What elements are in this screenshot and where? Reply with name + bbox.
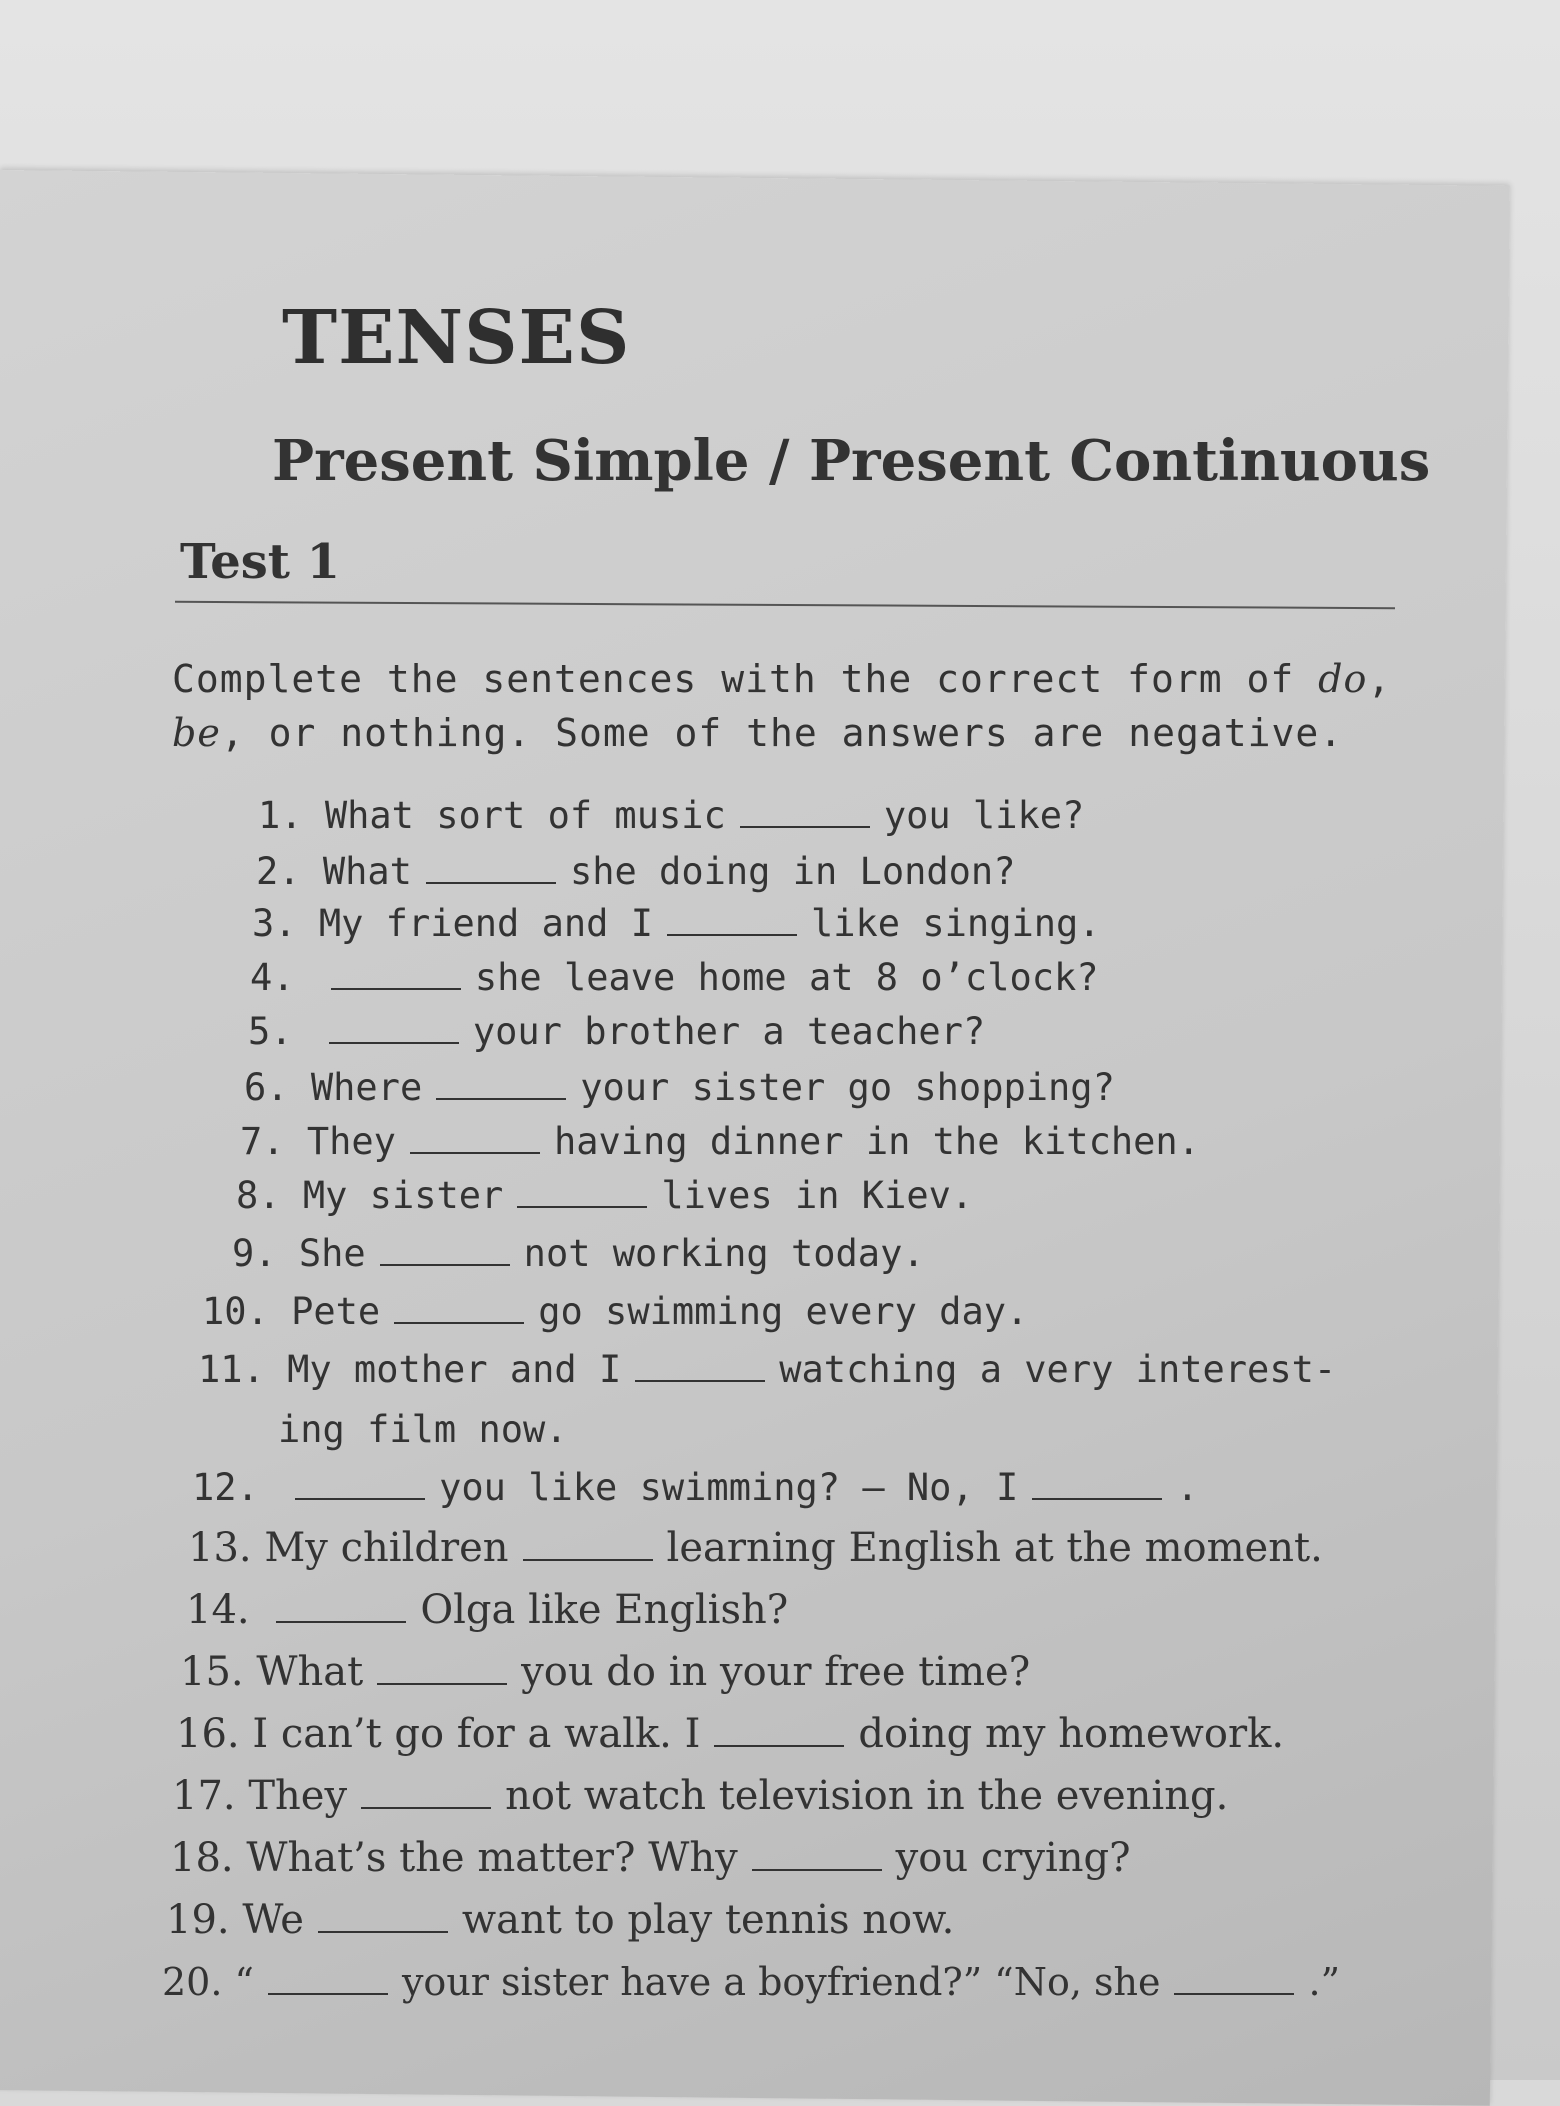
- item-number: 14.: [186, 1587, 250, 1633]
- item-text-after: you do in your free time?: [521, 1649, 1031, 1695]
- exercise-item: [176, 1708, 1284, 1760]
- answer-blank[interactable]: [635, 1344, 765, 1382]
- answer-blank[interactable]: [331, 952, 461, 990]
- item-number: 15.: [180, 1649, 244, 1695]
- item-text-after: your sister have a boyfriend?” “No, she: [401, 1960, 1161, 2004]
- item-text-before: What’s the matter? Why: [246, 1835, 738, 1881]
- answer-blank[interactable]: [1174, 1957, 1294, 1995]
- answer-blank[interactable]: [361, 1771, 491, 1809]
- instructions-part2: , or nothing. Some of the answers are negative.: [220, 711, 1344, 755]
- item-text-before: She: [298, 1232, 366, 1275]
- item-text-after: lives in Kiev.: [661, 1174, 974, 1217]
- item-text-after: doing my homework.: [858, 1711, 1285, 1757]
- instructions-word-do: do: [1318, 657, 1368, 701]
- item-text-before: What: [322, 850, 412, 893]
- item-text-before: My children: [264, 1525, 509, 1571]
- item-text-after: you like?: [883, 794, 1085, 837]
- exercise-item: [240, 1116, 1200, 1168]
- item-text-before: What: [256, 1649, 364, 1695]
- exercise-item: [180, 1646, 1030, 1698]
- item-number: 20.: [162, 1960, 223, 2004]
- answer-blank[interactable]: [436, 1062, 566, 1100]
- answer-blank[interactable]: [318, 1895, 448, 1933]
- item-text-before: They: [248, 1773, 348, 1819]
- item-text-after: your sister go shopping?: [580, 1066, 1115, 1109]
- exercise-item: [162, 1956, 1340, 2008]
- item-text-after: she doing in London?: [569, 850, 1016, 893]
- answer-blank[interactable]: [667, 898, 797, 936]
- item-text-end: .”: [1308, 1960, 1340, 2004]
- item-text-after: watching a very interest-: [779, 1348, 1337, 1391]
- exercise-item: [166, 1894, 954, 1946]
- answer-blank[interactable]: [377, 1647, 507, 1685]
- page-title: TENSES: [282, 295, 631, 381]
- item-number: 3.: [252, 902, 297, 945]
- item-text-after: having dinner in the kitchen.: [553, 1120, 1200, 1163]
- item-text-after: you crying?: [895, 1835, 1131, 1881]
- item-text-before: What sort of music: [324, 794, 726, 837]
- page-subtitle: Present Simple / Present Continuous: [272, 428, 1431, 494]
- item-number: 1.: [258, 794, 303, 837]
- exercise-item: [244, 1062, 1115, 1114]
- item-text-before: My sister: [302, 1174, 504, 1217]
- item-text-before: I can’t go for a walk. I: [252, 1711, 701, 1757]
- item-number: 11.: [198, 1348, 265, 1391]
- exercise-item: [236, 1170, 973, 1222]
- exercise-item: [232, 1228, 925, 1280]
- answer-blank[interactable]: [329, 1006, 459, 1044]
- item-text-after: your brother a teacher?: [472, 1010, 986, 1053]
- item-number: 8.: [236, 1174, 281, 1217]
- instructions-comma: ,: [1367, 657, 1392, 701]
- exercise-item-continuation: [278, 1404, 568, 1456]
- item-text-before: Pete: [291, 1290, 381, 1333]
- exercise-item: [170, 1832, 1131, 1884]
- answer-blank[interactable]: [517, 1170, 647, 1208]
- answer-blank[interactable]: [752, 1833, 882, 1871]
- exercise-item: [186, 1584, 788, 1636]
- item-number: 9.: [232, 1232, 277, 1275]
- item-number: 2.: [256, 850, 301, 893]
- exercise-item: [198, 1344, 1336, 1396]
- item-text-after: want to play tennis now.: [461, 1897, 955, 1943]
- item-text-after: not watch television in the evening.: [505, 1773, 1229, 1819]
- item-text-before: Where: [310, 1066, 423, 1109]
- answer-blank[interactable]: [410, 1116, 540, 1154]
- item-number: 10.: [202, 1290, 269, 1333]
- instructions-word-be: be: [172, 711, 221, 755]
- item-text-after: learning English at the moment.: [666, 1525, 1323, 1571]
- item-number: 18.: [170, 1835, 234, 1881]
- exercise-item: [188, 1522, 1323, 1574]
- exercise-item: [202, 1286, 1028, 1338]
- item-text-after: she leave home at 8 o’clock?: [474, 956, 1099, 999]
- item-number: 19.: [166, 1897, 230, 1943]
- exercise-item: [248, 1006, 985, 1058]
- item-text-continuation: ing film now.: [278, 1408, 568, 1451]
- item-text-before: My mother and I: [287, 1348, 622, 1391]
- exercise-item: [256, 846, 1015, 898]
- answer-blank[interactable]: [523, 1523, 653, 1561]
- item-text-after: like singing.: [810, 902, 1101, 945]
- exercise-item: [258, 790, 1084, 842]
- item-number: 16.: [176, 1711, 240, 1757]
- item-text-after: you like swimming? – No, I: [439, 1466, 1019, 1509]
- item-text-before: We: [242, 1897, 304, 1943]
- exercise-item: [172, 1770, 1228, 1822]
- answer-blank[interactable]: [1032, 1462, 1162, 1500]
- answer-blank[interactable]: [295, 1462, 425, 1500]
- item-text-before: My friend and I: [318, 902, 653, 945]
- item-text-after: go swimming every day.: [538, 1290, 1029, 1333]
- item-number: 5.: [248, 1010, 293, 1053]
- exercise-item: [250, 952, 1099, 1004]
- answer-blank[interactable]: [426, 846, 556, 884]
- exercise-item: [252, 898, 1101, 950]
- instructions-part1: Complete the sentences with the correct form of: [172, 657, 1319, 701]
- item-number: 13.: [188, 1525, 252, 1571]
- item-text-after: Olga like English?: [420, 1587, 789, 1633]
- answer-blank[interactable]: [394, 1286, 524, 1324]
- exercise-item: [192, 1462, 1199, 1514]
- item-number: 17.: [172, 1773, 236, 1819]
- answer-blank[interactable]: [380, 1228, 510, 1266]
- item-text-before: They: [306, 1120, 396, 1163]
- item-text-after: not working today.: [523, 1232, 925, 1275]
- answer-blank[interactable]: [740, 790, 870, 828]
- item-number: 6.: [244, 1066, 289, 1109]
- item-text-before: “: [234, 1960, 254, 2004]
- item-text-end: .: [1176, 1466, 1199, 1509]
- instructions: [172, 652, 1412, 760]
- answer-blank[interactable]: [714, 1709, 844, 1747]
- item-number: 12.: [192, 1466, 259, 1509]
- item-number: 4.: [250, 956, 295, 999]
- answer-blank[interactable]: [276, 1585, 406, 1623]
- answer-blank[interactable]: [268, 1957, 388, 1995]
- test-label: Test 1: [180, 534, 341, 590]
- item-number: 7.: [240, 1120, 285, 1163]
